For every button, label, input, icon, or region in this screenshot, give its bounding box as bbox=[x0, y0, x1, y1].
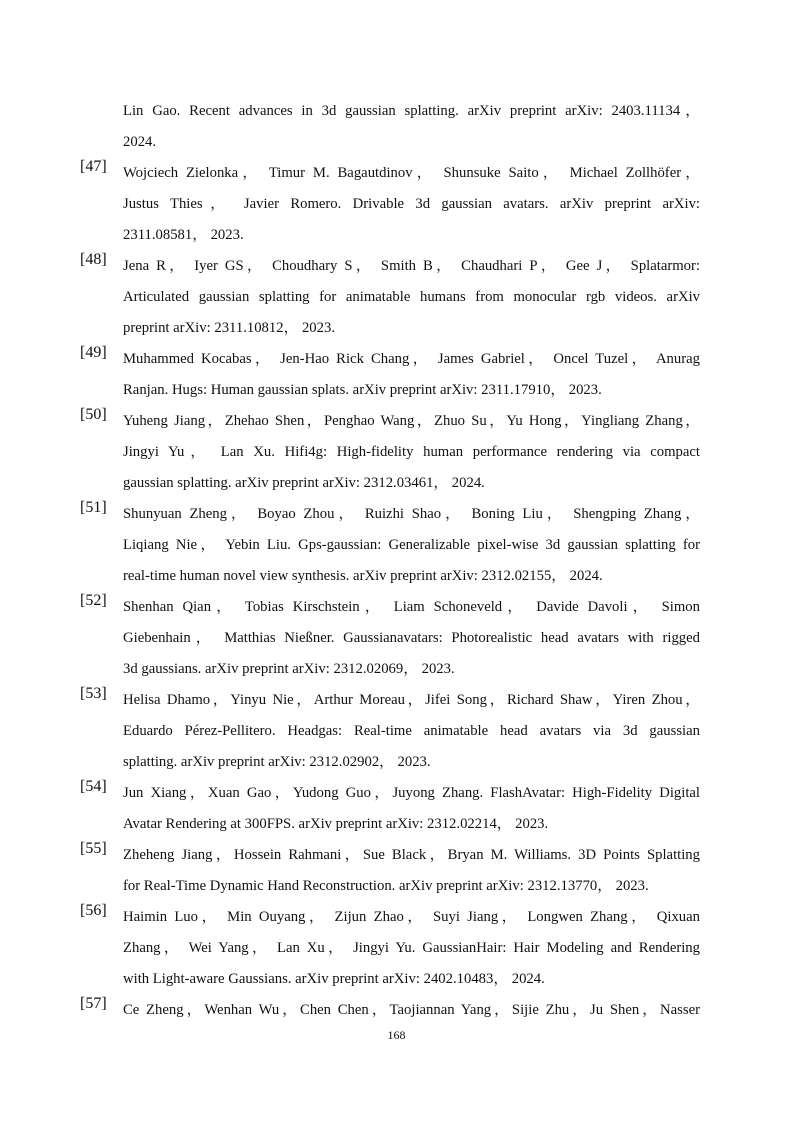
reference-item bbox=[80, 158, 700, 251]
reference-line: Ce Zheng，Wenhan Wu，Chen Chen，Taojiannan Yang，Sijie Zhu，Ju Shen，Nasser bbox=[123, 1002, 700, 1018]
reference-line: 2311.08581， 2023. bbox=[123, 227, 244, 243]
reference-list bbox=[80, 96, 700, 1026]
reference-line: Jun Xiang，Xuan Gao，Yudong Guo，Juyong Zhang. FlashAvatar: High-Fidelity Digital bbox=[123, 785, 700, 801]
reference-number: [52] bbox=[80, 592, 107, 609]
reference-number: [53] bbox=[80, 685, 107, 702]
reference-line: Justus Thies， Javier Romero. Drivable 3d gaussian avatars. arXiv preprint arXiv: bbox=[123, 196, 700, 212]
reference-line: Wojciech Zielonka， Timur M. Bagautdinov， Shunsuke Saito， Michael Zollhöfer， bbox=[123, 165, 700, 181]
reference-item bbox=[80, 778, 700, 840]
reference-line: for Real-Time Dynamic Hand Reconstruction. arXiv preprint arXiv: 2312.13770， 2023. bbox=[123, 878, 649, 894]
reference-number: [54] bbox=[80, 778, 107, 795]
reference-number: [47] bbox=[80, 158, 107, 175]
reference-item bbox=[80, 251, 700, 344]
reference-line: 3d gaussians. arXiv preprint arXiv: 2312.02069， 2023. bbox=[123, 661, 455, 677]
reference-item bbox=[80, 96, 700, 158]
reference-line: Ranjan. Hugs: Human gaussian splats. arXiv preprint arXiv: 2311.17910， 2023. bbox=[123, 382, 602, 398]
reference-line: Liqiang Nie， Yebin Liu. Gps-gaussian: Generalizable pixel-wise 3d gaussian splatting for bbox=[123, 537, 700, 553]
reference-line: Muhammed Kocabas， Jen-Hao Rick Chang， James Gabriel， Oncel Tuzel， Anurag bbox=[123, 351, 700, 367]
reference-item bbox=[80, 902, 700, 995]
reference-line: Jena R， Iyer GS， Choudhary S， Smith B， Chaudhari P， Gee J， Splatarmor: bbox=[123, 258, 700, 274]
reference-number: [56] bbox=[80, 902, 107, 919]
reference-line: preprint arXiv: 2311.10812， 2023. bbox=[123, 320, 335, 336]
page-number: 168 bbox=[387, 1028, 406, 1042]
reference-line: Lin Gao. Recent advances in 3d gaussian splatting. arXiv preprint arXiv: 2403.11134， bbox=[123, 103, 700, 119]
reference-line: Jingyi Yu， Lan Xu. Hifi4g: High-fidelity human performance rendering via compact bbox=[123, 444, 700, 460]
reference-line: splatting. arXiv preprint arXiv: 2312.02902， 2023. bbox=[123, 754, 431, 770]
reference-line: Shunyuan Zheng， Boyao Zhou， Ruizhi Shao， Boning Liu， Shengping Zhang， bbox=[123, 506, 700, 522]
reference-item bbox=[80, 406, 700, 499]
reference-line: Zheheng Jiang，Hossein Rahmani，Sue Black，Bryan M. Williams. 3D Points Splatting bbox=[123, 847, 700, 863]
reference-item bbox=[80, 344, 700, 406]
reference-item bbox=[80, 592, 700, 685]
reference-line: Zhang， Wei Yang， Lan Xu， Jingyi Yu. GaussianHair: Hair Modeling and Rendering bbox=[123, 940, 700, 956]
reference-line: Helisa Dhamo，Yinyu Nie，Arthur Moreau，Jifei Song，Richard Shaw，Yiren Zhou， bbox=[123, 692, 700, 708]
reference-line: Haimin Luo， Min Ouyang， Zijun Zhao， Suyi Jiang， Longwen Zhang， Qixuan bbox=[123, 909, 700, 925]
reference-number: [48] bbox=[80, 251, 107, 268]
reference-line: Yuheng Jiang，Zhehao Shen，Penghao Wang，Zhuo Su，Yu Hong，Yingliang Zhang， bbox=[123, 413, 700, 429]
reference-line: real-time human novel view synthesis. arXiv preprint arXiv: 2312.02155， 2024. bbox=[123, 568, 603, 584]
reference-line: Giebenhain， Matthias Nießner. Gaussianavatars: Photorealistic head avatars with rigged bbox=[123, 630, 700, 646]
reference-line: Shenhan Qian， Tobias Kirschstein， Liam Schoneveld， Davide Davoli， Simon bbox=[123, 599, 700, 615]
reference-line: Eduardo Pérez-Pellitero. Headgas: Real-time animatable head avatars via 3d gaussian bbox=[123, 723, 700, 739]
reference-item bbox=[80, 499, 700, 592]
reference-line: Avatar Rendering at 300FPS. arXiv preprint arXiv: 2312.02214， 2023. bbox=[123, 816, 549, 832]
reference-item bbox=[80, 995, 700, 1026]
reference-number: [49] bbox=[80, 344, 107, 361]
reference-item bbox=[80, 840, 700, 902]
reference-number: [55] bbox=[80, 840, 107, 857]
reference-number: [51] bbox=[80, 499, 107, 516]
reference-item bbox=[80, 685, 700, 778]
reference-number: [57] bbox=[80, 995, 107, 1012]
reference-line: Articulated gaussian splatting for animatable humans from monocular rgb videos. arXiv bbox=[123, 289, 700, 305]
reference-number: [50] bbox=[80, 406, 107, 423]
reference-line: with Light-aware Gaussians. arXiv preprint arXiv: 2402.10483， 2024. bbox=[123, 971, 545, 987]
reference-line: 2024. bbox=[123, 134, 157, 150]
reference-line: gaussian splatting. arXiv preprint arXiv: 2312.03461， 2024. bbox=[123, 475, 485, 491]
